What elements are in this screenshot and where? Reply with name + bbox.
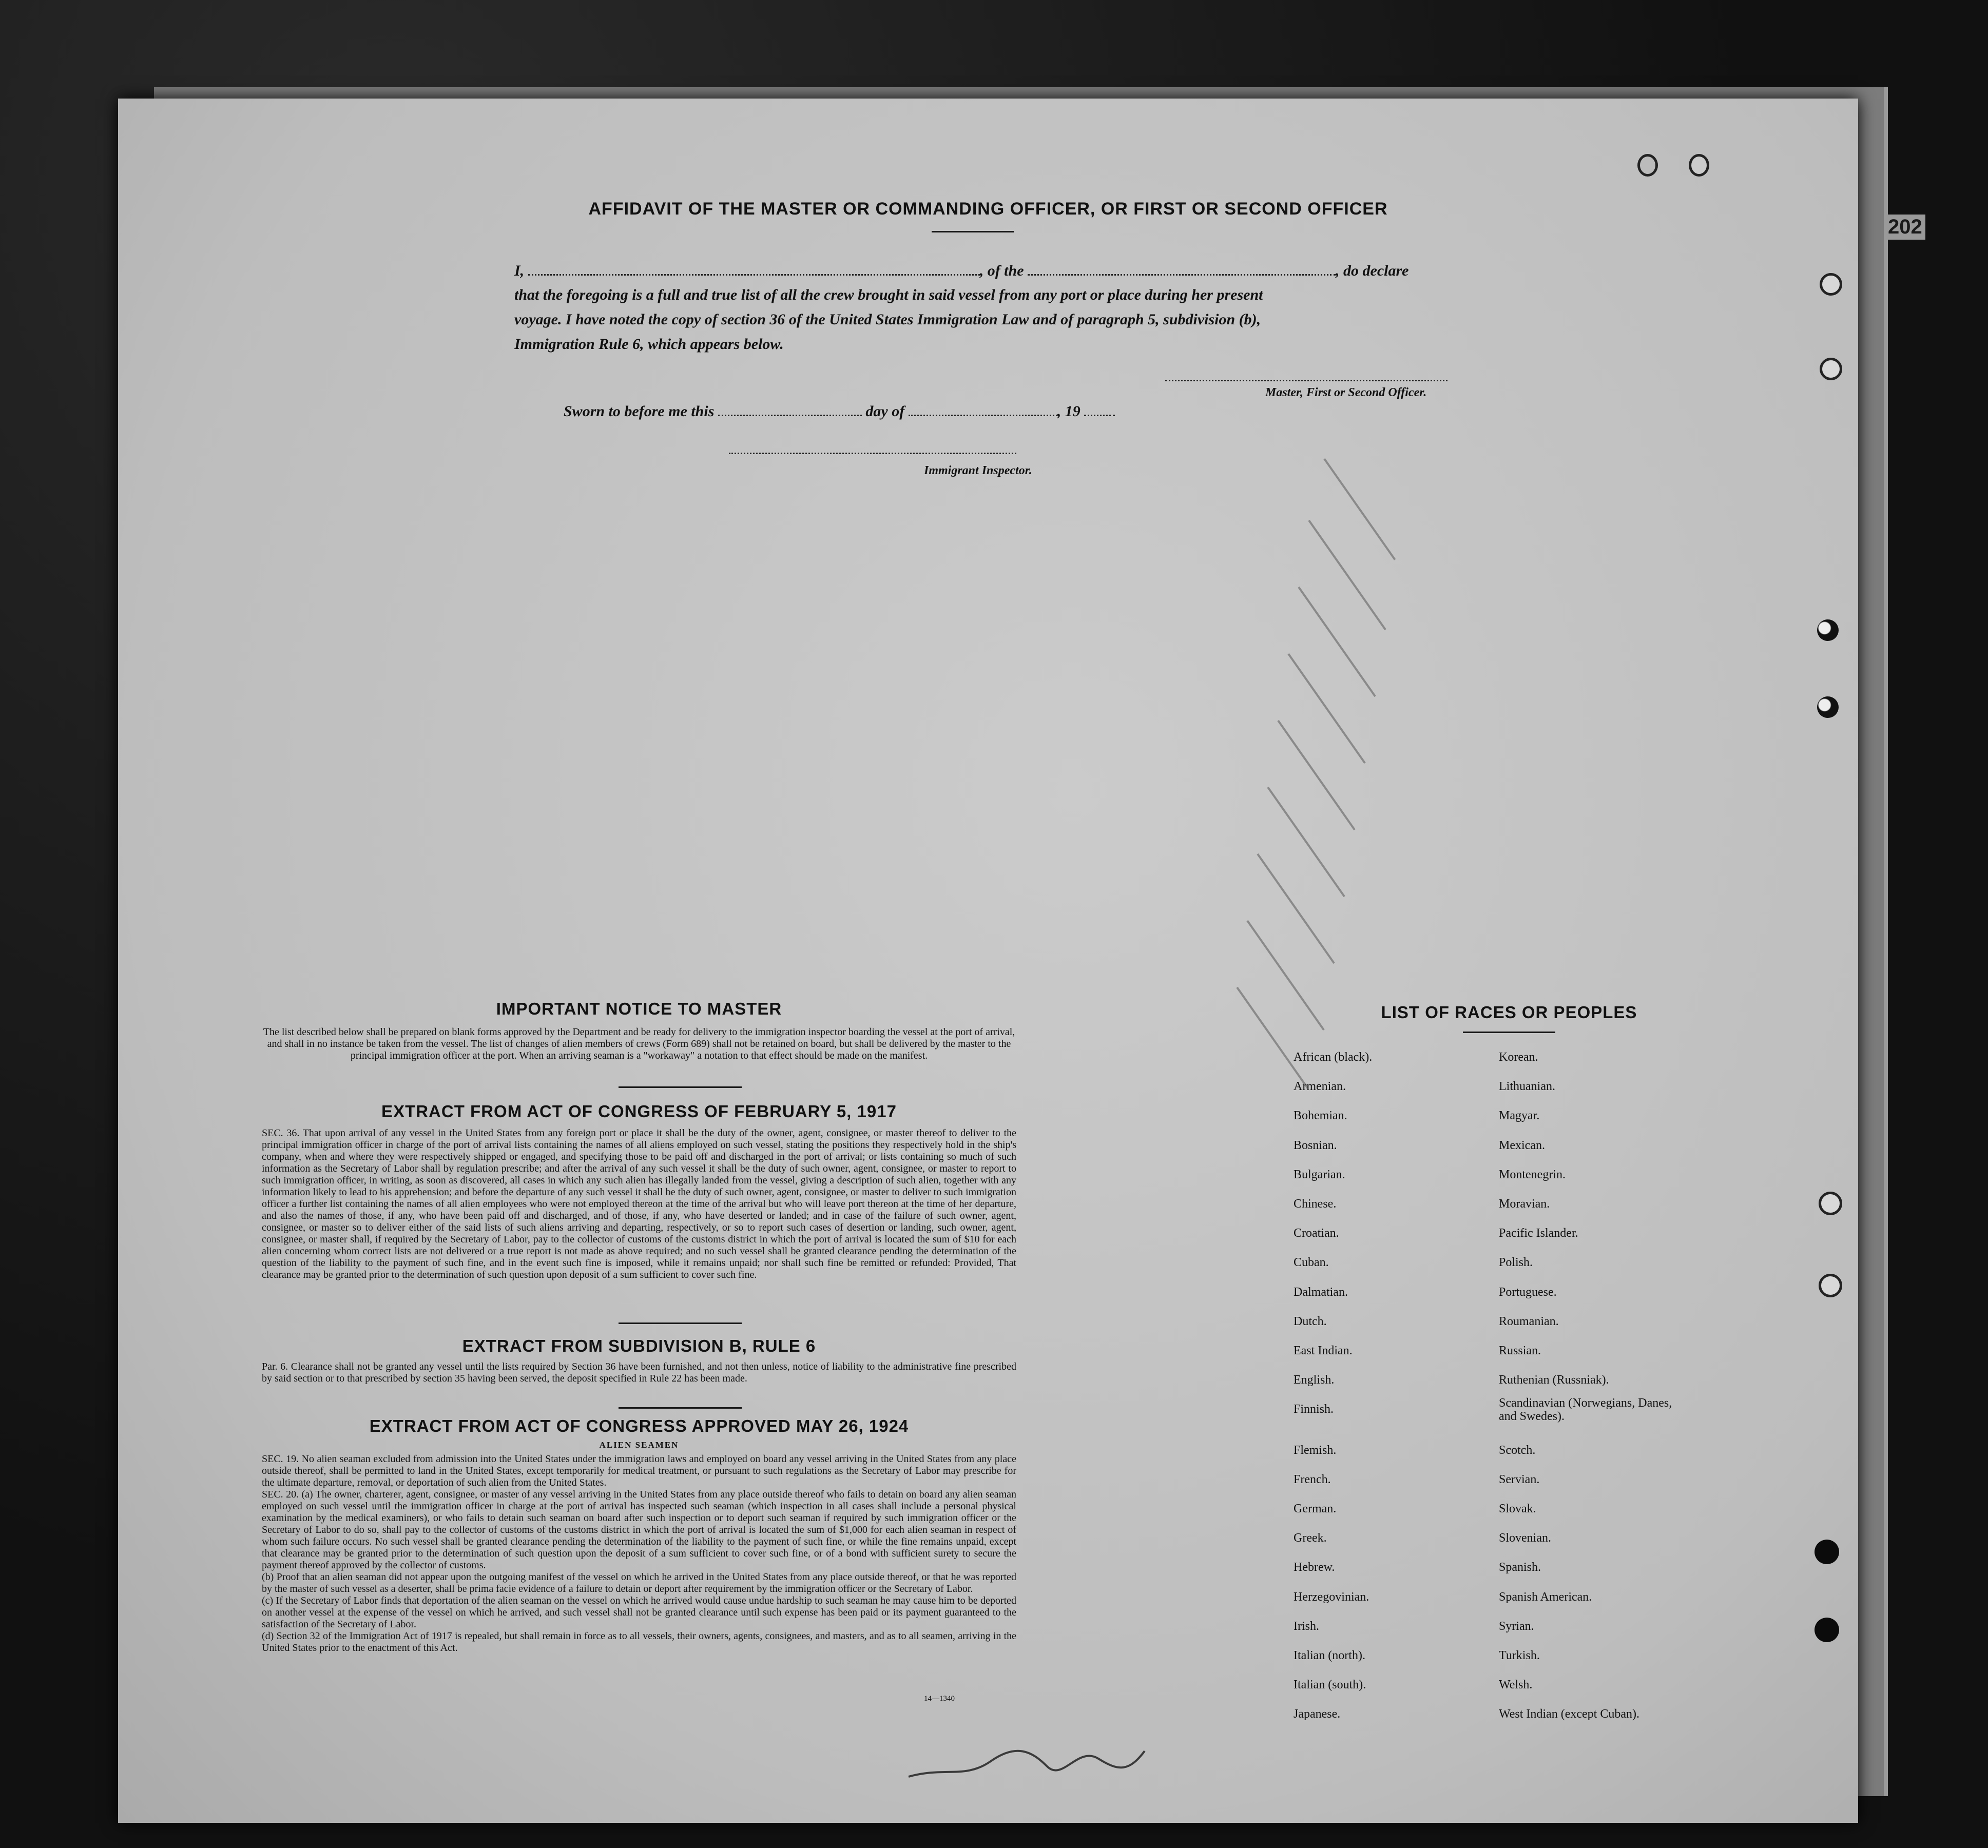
race-item: Greek.	[1294, 1531, 1327, 1545]
race-item: Dutch.	[1294, 1314, 1327, 1328]
race-item: Portuguese.	[1499, 1285, 1557, 1299]
sworn-line	[564, 402, 1115, 420]
race-item: Herzegovinian.	[1294, 1590, 1369, 1604]
alien-seamen-subtitle: ALIEN SEAMEN	[599, 1440, 679, 1450]
extract-1924-sec19: SEC. 19. No alien seaman excluded from admission into the United States under the immigration laws and employed on board any vessel arriving in the United States from any place outside thereof, shall be permitted to land in the United States, except temporarily for medical treatment, or pursuant to such regulations as the Secretary of Labor may prescribe for the ultimate departure, removal, or deportation of such alien from the United States.	[262, 1453, 1016, 1488]
race-item: Turkish.	[1499, 1649, 1540, 1662]
race-item: Bulgarian.	[1294, 1168, 1345, 1181]
race-item: Magyar.	[1499, 1109, 1540, 1123]
affidavit-title: AFFIDAVIT OF THE MASTER OR COMMANDING OFFICER, OR FIRST OR SECOND OFFICER	[588, 199, 1388, 219]
affidavit-declare-label: , do declare	[1336, 262, 1409, 279]
form-number: 14—1340	[924, 1695, 955, 1703]
page-number: 202	[1885, 215, 1925, 240]
race-item: Croatian.	[1294, 1227, 1339, 1240]
race-item: Japanese.	[1294, 1707, 1341, 1721]
race-item: Moravian.	[1499, 1197, 1550, 1211]
race-item: Hebrew.	[1294, 1561, 1335, 1574]
sworn-prefix: Sworn to before me this	[564, 403, 715, 420]
race-item: Welsh.	[1499, 1678, 1533, 1692]
form-page	[118, 99, 1858, 1823]
punch-hole-ring	[1820, 358, 1842, 380]
race-item: Irish.	[1294, 1619, 1319, 1633]
title-rule	[932, 231, 1014, 232]
race-item: Italian (north).	[1294, 1649, 1365, 1662]
punch-hole-ring	[1689, 154, 1709, 177]
sworn-day-label: day of	[865, 403, 905, 420]
sworn-day-field[interactable]	[718, 402, 862, 416]
race-item: Pacific Islander.	[1499, 1227, 1578, 1240]
race-item: Cuban.	[1294, 1256, 1329, 1270]
punch-hole-ring	[1819, 1274, 1842, 1297]
race-item: Lithuanian.	[1499, 1080, 1555, 1094]
race-item: Slovak.	[1499, 1502, 1536, 1515]
notice-title: IMPORTANT NOTICE TO MASTER	[496, 999, 782, 1018]
extract-1917-rule	[619, 1322, 742, 1324]
punch-hole	[1817, 696, 1839, 718]
notice-rule	[619, 1086, 742, 1088]
vessel-name-field[interactable]	[1028, 262, 1336, 276]
extract-rule6-rule	[619, 1407, 742, 1409]
race-item: Finnish.	[1294, 1403, 1334, 1416]
races-title: LIST OF RACES OR PEOPLES	[1381, 1003, 1637, 1022]
extract-1924-sec20c: (c) If the Secretary of Labor finds that deportation of the alien seaman on the vessel on which he arrived would cause undue hardship to such seaman he may cause him to be deported on another vessel at the expense of the vessel on which he arrived, and such vessel shall not be granted clearance until such expense has been paid or its payment guaranteed to the satisfaction of the Secretary of Labor.	[262, 1595, 1016, 1630]
notice-body: The list described below shall be prepared on blank forms approved by the Department and be ready for delivery to the immigration inspector boarding the vessel at the port of arrival, and shall in no instance be taken from the vessel. The list of changes of alien members of crews (Form 689) shall not be retained on board, but shall be delivered by the master to the principal immigration officer at the port. When an arriving seaman is a "workaway" a notation to that effect should be made on the manifest.	[263, 1026, 1015, 1061]
affidavit-i-label: I,	[514, 262, 525, 279]
race-item: Russian.	[1499, 1344, 1541, 1357]
race-item: West Indian (except Cuban).	[1499, 1707, 1639, 1721]
race-item: African (black).	[1294, 1051, 1373, 1064]
race-item: Spanish American.	[1499, 1590, 1592, 1604]
affidavit-of-the-label: , of the	[979, 262, 1024, 279]
race-item: Servian.	[1499, 1472, 1540, 1486]
extract-1924-body	[262, 1453, 1016, 1654]
race-item: Roumanian.	[1499, 1314, 1559, 1328]
punch-hole	[1817, 619, 1839, 641]
race-item: Slovenian.	[1499, 1531, 1551, 1545]
extract-1917-body: SEC. 36. That upon arrival of any vessel in the United States from any foreign port or place it shall be the duty of the owner, agent, consignee, or master thereof to deliver to the principal immigration officer in charge of the port of arrival lists containing the names of all aliens employed on such vessel, stating the positions they respectively hold in the ship's company, when and where they were respectively shipped or engaged, and specifying those to be paid off and discharged in the port of arrival; or lists containing so much of such information as the Secretary of Labor shall by regulation prescribe; and after the arrival of any such vessel it shall be the duty of such owner, agent, consignee, or master to report to such immigration officer, in writing, as soon as discovered, all cases in which any such alien has illegally landed from the vessel, giving a description of such alien, together with any information likely to lead to his apprehension; and before the departure of any such vessel it shall be the duty of such owner, agent, consignee, or master to deliver to such immigration officer a further list containing the names of all alien employees who were not employed thereon at the time of the arrival but who will leave port thereon at the time of her departure, and also the names of those, if any, who have been paid off and discharged, and of those, if any, who have deserted or landed; and in case of the failure of such owner, agent, consignee, or master so to deliver either of the said lists of such aliens arriving and departing, respectively, or so to report such cases of desertion or landing, such owner, agent, consignee, or master shall, if required by the Secretary of Labor, pay to the collector of customs of the customs district in which the port of arrival is located the sum of $10 for each alien concerning whom correct lists are not delivered or a true report is not made as above required; and no such vessel shall be granted clearance pending the determination of the question of the liability to the payment of such fine, and in the event such fine is imposed, while it remains unpaid; nor shall such fine be remitted or refunded: Provided, That clearance may be granted prior to the determination of such question upon deposit of a sum sufficient to cover such fine.	[262, 1127, 1016, 1280]
race-item: Scotch.	[1499, 1443, 1536, 1457]
race-item: Dalmatian.	[1294, 1285, 1348, 1299]
race-item: Armenian.	[1294, 1080, 1346, 1094]
affidavit-line-3: voyage. I have noted the copy of section 36 of the United States Immigration Law and of paragraph 5, subdivision (b),	[514, 311, 1261, 328]
extract-1924-sec20a: SEC. 20. (a) The owner, charterer, agent, consignee, or master of any vessel arriving in the United States from any place outside thereof who fails to detain on board any alien seaman employed on such vessel until the immigration officer in charge at the port of arrival has inspected such seaman (which inspection in all cases shall include a personal physical examination by the medical examiners), or who fails to detain such seaman on board after such inspection or to deport such seaman if required by such immigration officer or the Secretary of Labor to do so, shall pay to the collector of customs of the customs district in which the port of arrival is located the sum of $1,000 for each alien seaman in respect of whom such failure occurs. No such vessel shall be granted clearance pending the determination of the liability to the payment of such fine, or while the fine remains unpaid, except that clearance may be granted prior to the determination of such question upon the deposit of a sum sufficient to cover such fine, or of a bond with sufficient surety to secure the payment thereof approved by the collector of customs.	[262, 1489, 1016, 1571]
race-item: Italian (south).	[1294, 1678, 1366, 1692]
race-item: Bohemian.	[1294, 1109, 1347, 1123]
punch-hole	[1815, 1540, 1839, 1564]
affidavit-line-1	[514, 262, 1685, 280]
sworn-year-field[interactable]	[1084, 402, 1115, 416]
races-rule	[1463, 1032, 1555, 1033]
punch-hole-ring	[1819, 1192, 1842, 1215]
punch-hole-ring	[1637, 154, 1658, 177]
affidavit-line-4: Immigration Rule 6, which appears below.	[514, 336, 784, 353]
extract-rule6-title: EXTRACT FROM SUBDIVISION B, RULE 6	[462, 1336, 816, 1355]
signature-label: Master, First or Second Officer.	[1265, 386, 1427, 399]
race-item: Flemish.	[1294, 1443, 1337, 1457]
race-item: Polish.	[1499, 1256, 1533, 1270]
punch-hole-ring	[1820, 273, 1842, 296]
sworn-year-label: , 19	[1057, 403, 1080, 420]
extract-1924-title: EXTRACT FROM ACT OF CONGRESS APPROVED MAY 26, 1924	[369, 1416, 909, 1435]
race-item: Bosnian.	[1294, 1138, 1337, 1152]
race-item: Chinese.	[1294, 1197, 1337, 1211]
race-item: Mexican.	[1499, 1138, 1545, 1152]
race-item: Korean.	[1499, 1051, 1538, 1064]
affidavit-line-2: that the foregoing is a full and true list of all the crew brought in said vessel from any port or place during her present	[514, 286, 1263, 303]
race-item: German.	[1294, 1502, 1337, 1515]
race-item: Ruthenian (Russniak).	[1499, 1373, 1609, 1387]
race-item: Syrian.	[1499, 1619, 1534, 1633]
master-name-field[interactable]	[528, 262, 980, 276]
race-item: French.	[1294, 1472, 1331, 1486]
race-item: Montenegrin.	[1499, 1168, 1566, 1181]
master-signature-field[interactable]	[1165, 380, 1447, 381]
race-item: English.	[1294, 1373, 1335, 1387]
inspector-signature-field[interactable]	[729, 453, 1016, 454]
extract-1917-title: EXTRACT FROM ACT OF CONGRESS OF FEBRUARY 5, 1917	[381, 1102, 897, 1121]
punch-hole	[1815, 1618, 1839, 1642]
inspector-label: Immigrant Inspector.	[924, 464, 1032, 477]
extract-rule6-body: Par. 6. Clearance shall not be granted any vessel until the lists required by Section 36 have been furnished, and not then unless, notice of liability to the administrative fine prescribed by said section or to that prescribed by section 35 having been served, the deposit specified in Rule 22 has been made.	[262, 1361, 1016, 1384]
extract-1924-sec20d: (d) Section 32 of the Immigration Act of 1917 is repealed, but shall remain in force as to all vessels, their owners, agents, consignees, and masters, and as to all seamen, arriving in the United States prior to the enactment of this Act.	[262, 1630, 1016, 1654]
race-item: Scandinavian (Norwegians, Danes, and Swedes).	[1499, 1396, 1672, 1424]
extract-1924-sec20b: (b) Proof that an alien seaman did not appear upon the outgoing manifest of the vessel on which he arrived in the United States from any place outside thereof, or that he was reported by the master of such vessel as a deserter, shall be prima facie evidence of a failure to detain or deport after requirement by the immigration officer or the Secretary of Labor.	[262, 1571, 1016, 1594]
race-item: East Indian.	[1294, 1344, 1353, 1357]
sworn-month-field[interactable]	[909, 402, 1057, 416]
race-item: Spanish.	[1499, 1561, 1541, 1574]
handwritten-signature	[903, 1730, 1191, 1787]
